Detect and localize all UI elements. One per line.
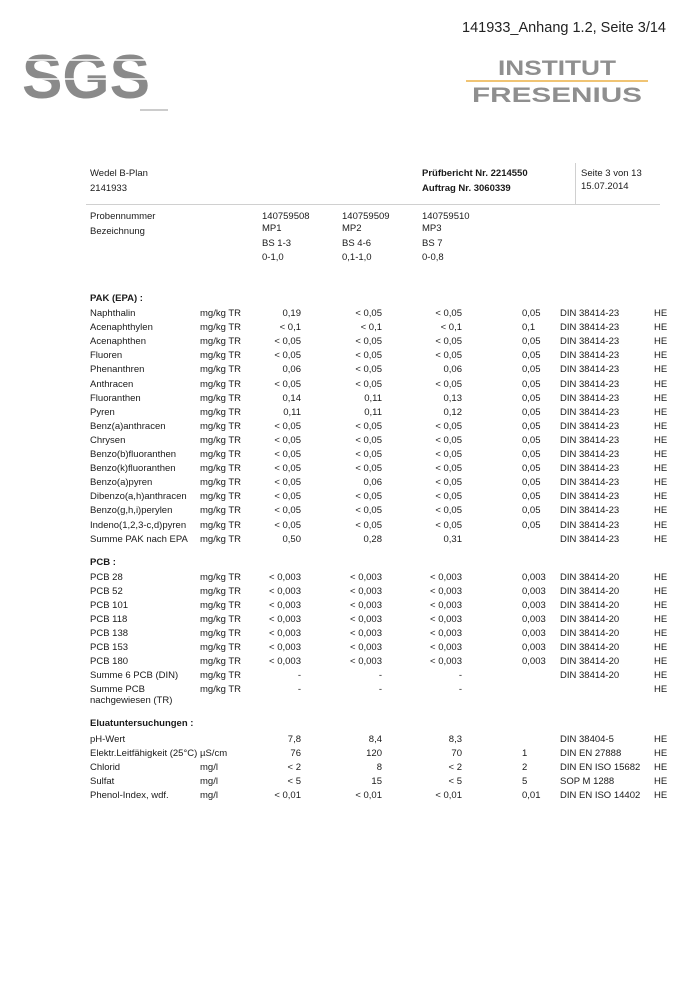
cell-mp1-value: 7,8 [287, 734, 301, 745]
cell-parameter: PCB 52 [90, 586, 123, 597]
cell-unit: mg/kg TR [200, 586, 242, 597]
cell-mp3-value: < 0,05 [435, 378, 462, 390]
cell-mp2-value: 8,4 [368, 734, 382, 745]
cell-detection-limit: 0,05 [522, 392, 541, 404]
cell-mp3-value: < 5 [448, 776, 462, 787]
cell-mp3-value: < 0,05 [435, 350, 462, 362]
cell-lab: HE [654, 378, 668, 390]
cell-mp2-value: < 0,003 [350, 614, 382, 625]
cell-lab: HE [654, 505, 668, 517]
cell-method: DIN 38414-23 [560, 392, 620, 404]
cell-method: DIN 38414-20 [560, 586, 620, 597]
cell-lab: HE [654, 600, 668, 611]
cell-mp1-value: < 0,1 [279, 322, 301, 334]
cell-parameter: PCB 138 [90, 628, 129, 639]
cell-mp1-value: < 0,05 [274, 505, 301, 517]
cell-mp3-value: - [458, 684, 462, 695]
cell-detection-limit: 0,003 [522, 586, 546, 597]
cell-mp1-value: < 0,003 [269, 656, 301, 667]
cell-parameter: Benzo(b)fluoranthen [90, 449, 177, 460]
cell-mp2-value: 120 [366, 748, 382, 759]
document-reference: 141933_Anhang 1.2, Seite 3/14 [462, 20, 666, 36]
cell-mp3-value: < 2 [448, 762, 462, 773]
cell-unit: mg/kg TR [200, 656, 242, 667]
institut-text: INSTITUT [498, 57, 617, 80]
cell-lab: HE [654, 748, 668, 759]
cell-mp2-value: 0,11 [364, 406, 382, 418]
cell-parameter: Fluoren [90, 350, 123, 362]
cell-lab: HE [654, 684, 668, 695]
cell-mp3-value: < 0,003 [430, 614, 462, 625]
cell-mp3-value: < 0,01 [435, 790, 462, 801]
sample-3-number: 140759510 [422, 211, 470, 222]
section-title: PCB : [90, 557, 116, 568]
cell-mp2-value: < 0,05 [355, 420, 382, 432]
cell-mp2-value: < 0,05 [355, 378, 382, 390]
cell-method: DIN 38414-23 [560, 350, 620, 362]
cell-mp3-value: 0,12 [443, 406, 462, 418]
cell-mp1-value: < 0,05 [274, 420, 301, 432]
cell-detection-limit: 0,05 [522, 491, 541, 503]
cell-detection-limit: 1 [522, 748, 528, 759]
cell-mp3-value: 0,31 [443, 533, 462, 545]
cell-unit: mg/kg TR [200, 600, 242, 611]
cell-detection-limit: 2 [522, 762, 528, 773]
institut-fresenius-logo [462, 55, 652, 105]
cell-method: DIN 38414-23 [560, 378, 620, 390]
cell-lab: HE [654, 491, 668, 503]
section-title: PAK (EPA) : [90, 293, 143, 304]
cell-method: DIN 38414-20 [560, 656, 620, 667]
cell-detection-limit: 0,003 [522, 656, 546, 667]
cell-mp2-value: < 0,003 [350, 572, 382, 583]
cell-mp2-value: 0,28 [363, 533, 382, 545]
cell-mp1-value: < 0,05 [274, 378, 301, 390]
report-date: 15.07.2014 [581, 181, 629, 192]
cell-lab: HE [654, 322, 668, 334]
sample-number-label: Probennummer [90, 211, 156, 222]
cell-parameter: Benzo(a)pyren [90, 477, 153, 489]
cell-unit: mg/kg TR [200, 420, 242, 432]
cell-mp1-value: < 0,05 [274, 350, 301, 362]
cell-method: DIN EN 27888 [560, 748, 622, 759]
cell-mp2-value: < 0,05 [355, 364, 382, 376]
cell-lab: HE [654, 336, 668, 348]
cell-mp1-value: < 0,05 [274, 477, 301, 489]
cell-mp2-value: < 0,003 [350, 586, 382, 597]
cell-mp1-value: < 0,003 [269, 572, 301, 583]
cell-unit: µS/cm [200, 748, 228, 759]
cell-mp1-value: < 0,05 [274, 491, 301, 503]
cell-mp2-value: < 0,003 [350, 656, 382, 667]
cell-mp2-value: < 0,003 [350, 642, 382, 653]
cell-mp1-value: < 0,05 [274, 449, 301, 460]
header-vertical-divider [575, 163, 576, 205]
cell-detection-limit: 0,05 [522, 420, 541, 432]
cell-mp1-value: 0,06 [282, 364, 301, 376]
cell-parameter: Phenol-Index, wdf. [90, 790, 169, 801]
cell-detection-limit: 0,003 [522, 642, 546, 653]
cell-lab: HE [654, 628, 668, 639]
cell-mp3-value: 70 [451, 748, 462, 759]
cell-unit: mg/kg TR [200, 364, 242, 376]
cell-method: DIN 38414-23 [560, 406, 620, 418]
cell-mp2-value: < 0,05 [355, 350, 382, 362]
cell-lab: HE [654, 762, 668, 773]
cell-unit: mg/kg TR [200, 350, 242, 362]
cell-mp2-value: < 0,1 [360, 322, 382, 334]
cell-lab: HE [654, 350, 668, 362]
cell-mp2-value: < 0,01 [355, 790, 382, 801]
cell-lab: HE [654, 656, 668, 667]
cell-lab: HE [654, 586, 668, 597]
cell-detection-limit: 0,05 [522, 449, 541, 460]
cell-parameter: Benzo(g,h,i)perylen [90, 505, 173, 517]
cell-unit: mg/kg TR [200, 406, 242, 418]
cell-unit: mg/l [200, 776, 218, 787]
cell-method: DIN 38404-5 [560, 734, 614, 745]
cell-parameter: Acenaphthylen [90, 322, 153, 334]
cell-parameter: Summe PAK nach EPA [90, 533, 188, 545]
cell-mp3-value: < 0,05 [435, 449, 462, 460]
cell-parameter: PCB 28 [90, 572, 123, 583]
cell-detection-limit: 0,05 [522, 477, 541, 489]
cell-lab: HE [654, 533, 668, 545]
cell-parameter: Dibenzo(a,h)anthracen [90, 491, 187, 503]
cell-parameter: Anthracen [90, 378, 134, 390]
cell-parameter: Summe PCB [90, 684, 145, 695]
cell-mp1-value: 0,14 [282, 392, 301, 404]
cell-detection-limit: 0,05 [522, 463, 541, 475]
sample-1-depth: 0-1,0 [262, 252, 284, 263]
cell-mp1-value: < 0,05 [274, 336, 301, 348]
sample-1-name: MP1 [262, 223, 282, 234]
cell-lab: HE [654, 776, 668, 787]
cell-method: DIN 38414-23 [560, 477, 620, 489]
cell-unit: mg/kg TR [200, 322, 242, 334]
cell-detection-limit: 0,003 [522, 614, 546, 625]
cell-mp1-value: < 5 [287, 776, 301, 787]
cell-detection-limit: 0,003 [522, 628, 546, 639]
cell-mp3-value: 8,3 [448, 734, 462, 745]
cell-method: DIN 38414-23 [560, 491, 620, 503]
cell-lab: HE [654, 614, 668, 625]
cell-mp3-value: < 0,05 [435, 308, 462, 319]
cell-method: DIN 38414-23 [560, 322, 620, 334]
cell-mp1-value: - [297, 670, 301, 681]
cell-parameter: Benz(a)anthracen [90, 420, 166, 432]
cell-mp3-value: < 0,003 [430, 600, 462, 611]
cell-method: DIN 38414-20 [560, 600, 620, 611]
cell-mp3-value: < 0,05 [435, 505, 462, 517]
cell-method: SOP M 1288 [560, 776, 615, 787]
cell-detection-limit: 0,003 [522, 600, 546, 611]
cell-mp1-value: < 0,003 [269, 614, 301, 625]
sample-2-location: BS 4-6 [342, 238, 372, 249]
cell-mp3-value: < 0,003 [430, 642, 462, 653]
cell-method: DIN 38414-20 [560, 642, 620, 653]
cell-detection-limit: 0,05 [522, 364, 541, 376]
cell-lab: HE [654, 734, 668, 745]
cell-lab: HE [654, 572, 668, 583]
cell-parameter: PCB 180 [90, 656, 129, 667]
cell-unit: mg/kg TR [200, 491, 242, 503]
sample-2-number: 140759509 [342, 211, 390, 222]
cell-mp1-value: < 0,003 [269, 642, 301, 653]
fresenius-text: FRESENIUS [472, 84, 642, 105]
cell-mp2-value: - [378, 670, 382, 681]
cell-mp1-value: 76 [290, 748, 301, 759]
cell-parameter: Indeno(1,2,3-c,d)pyren [90, 519, 187, 531]
cell-mp2-value: 15 [371, 776, 382, 787]
report-number: Prüfbericht Nr. 2214550 [422, 168, 528, 179]
cell-mp3-value: < 0,05 [435, 477, 462, 489]
sample-3-location: BS 7 [422, 238, 443, 249]
cell-parameter: PCB 118 [90, 614, 128, 625]
cell-unit: mg/kg TR [200, 378, 242, 390]
cell-mp3-value: < 0,05 [435, 519, 462, 531]
cell-mp1-value: < 0,003 [269, 628, 301, 639]
cell-mp2-value: < 0,05 [355, 505, 382, 517]
cell-unit: mg/l [200, 762, 218, 773]
cell-unit: mg/kg TR [200, 505, 242, 517]
cell-mp2-value: < 0,05 [355, 491, 382, 503]
sample-designation-label: Bezeichnung [90, 226, 145, 237]
cell-mp2-value: < 0,05 [355, 463, 382, 475]
cell-mp1-value: < 2 [287, 762, 301, 773]
cell-mp2-value: < 0,05 [355, 336, 382, 348]
cell-parameter: PCB 153 [90, 642, 129, 653]
cell-detection-limit: 0,05 [522, 308, 541, 319]
sample-3-name: MP3 [422, 223, 442, 234]
cell-mp1-value: < 0,003 [269, 586, 301, 597]
cell-unit: mg/kg TR [200, 614, 242, 625]
sgs-logo [20, 40, 170, 112]
cell-mp1-value: < 0,05 [274, 519, 301, 531]
cell-mp2-value: - [378, 684, 382, 695]
cell-mp2-value: 0,06 [363, 477, 382, 489]
cell-mp3-value: 0,13 [443, 392, 462, 404]
cell-detection-limit: 0,05 [522, 434, 541, 446]
cell-lab: HE [654, 308, 668, 319]
cell-detection-limit: 0,05 [522, 505, 541, 517]
cell-parameter: Elektr.Leitfähigkeit (25°C) [90, 748, 198, 759]
cell-parameter: Chrysen [90, 434, 126, 446]
cell-unit: mg/kg TR [200, 434, 242, 446]
cell-detection-limit: 0,05 [522, 406, 541, 418]
project-number: 2141933 [90, 183, 127, 194]
cell-method: DIN 38414-23 [560, 449, 620, 460]
cell-lab: HE [654, 477, 668, 489]
cell-unit: mg/kg TR [200, 670, 242, 681]
cell-detection-limit: 0,003 [522, 572, 546, 583]
cell-parameter: Benzo(k)fluoranthen [90, 463, 176, 475]
cell-method: DIN 38414-23 [560, 336, 620, 348]
cell-mp3-value: < 0,05 [435, 434, 462, 446]
cell-mp1-value: 0,50 [282, 533, 301, 545]
cell-mp2-value: < 0,05 [355, 434, 382, 446]
cell-unit: mg/kg TR [200, 477, 242, 489]
cell-lab: HE [654, 420, 668, 432]
cell-unit: mg/kg TR [200, 519, 242, 531]
cell-method: DIN 38414-20 [560, 628, 620, 639]
cell-mp3-value: < 0,05 [435, 463, 462, 475]
cell-unit: mg/kg TR [200, 642, 242, 653]
header-divider [86, 204, 660, 205]
cell-parameter: Fluoranthen [90, 392, 141, 404]
cell-method: DIN EN ISO 14402 [560, 790, 641, 801]
cell-parameter: PCB 101 [90, 600, 129, 611]
sgs-logo-text: SGS [22, 43, 150, 112]
cell-unit: mg/kg TR [200, 572, 242, 583]
cell-unit: mg/kg TR [200, 336, 242, 348]
cell-mp1-value: < 0,01 [274, 790, 301, 801]
cell-mp3-value: < 0,05 [435, 336, 462, 348]
cell-mp3-value: < 0,05 [435, 420, 462, 432]
cell-parameter: Naphthalin [90, 308, 136, 319]
cell-method: DIN 38414-20 [560, 614, 620, 625]
sample-1-number: 140759508 [262, 211, 310, 222]
cell-method: DIN 38414-23 [560, 420, 620, 432]
cell-parameter: pH-Wert [90, 734, 126, 745]
sample-2-name: MP2 [342, 223, 362, 234]
cell-unit: mg/l [200, 790, 218, 801]
cell-mp2-value: < 0,05 [355, 519, 382, 531]
cell-method: DIN 38414-23 [560, 533, 620, 545]
order-number: Auftrag Nr. 3060339 [422, 183, 511, 194]
cell-mp2-value: < 0,05 [355, 449, 382, 460]
cell-unit: mg/kg TR [200, 533, 242, 545]
cell-mp1-value: - [297, 684, 301, 695]
project-name: Wedel B-Plan [90, 168, 148, 179]
sample-1-location: BS 1-3 [262, 238, 292, 249]
cell-unit: mg/kg TR [200, 308, 242, 319]
cell-mp3-value: < 0,05 [435, 491, 462, 503]
cell-mp3-value: < 0,003 [430, 628, 462, 639]
section-title: Eluatuntersuchungen : [90, 718, 194, 729]
cell-mp2-value: < 0,003 [350, 600, 382, 611]
cell-unit: mg/kg TR [200, 463, 242, 475]
cell-mp1-value: < 0,05 [274, 463, 301, 475]
cell-lab: HE [654, 434, 668, 446]
cell-parameter: Pyren [90, 406, 115, 418]
cell-mp1-value: < 0,05 [274, 434, 301, 446]
cell-parameter: Chlorid [90, 762, 121, 773]
cell-lab: HE [654, 642, 668, 653]
cell-lab: HE [654, 392, 668, 404]
cell-method: DIN 38414-23 [560, 434, 620, 446]
cell-mp3-value: < 0,003 [430, 656, 462, 667]
cell-detection-limit: 0,1 [522, 322, 536, 334]
cell-method: DIN 38414-20 [560, 572, 620, 583]
page-number: Seite 3 von 13 [581, 168, 642, 179]
sample-3-depth: 0-0,8 [422, 252, 444, 263]
cell-method: DIN 38414-23 [560, 463, 620, 475]
cell-parameter: Sulfat [90, 776, 115, 787]
cell-unit: mg/kg TR [200, 684, 242, 695]
cell-mp3-value: - [458, 670, 462, 681]
cell-parameter-continuation: nachgewiesen (TR) [90, 695, 173, 706]
cell-mp2-value: < 0,05 [355, 308, 382, 319]
cell-mp2-value: 8 [376, 762, 382, 773]
cell-parameter: Phenanthren [90, 364, 145, 376]
cell-method: DIN 38414-23 [560, 308, 620, 319]
cell-parameter: Summe 6 PCB (DIN) [90, 670, 179, 681]
sample-2-depth: 0,1-1,0 [342, 252, 372, 263]
cell-mp1-value: 0,19 [282, 308, 301, 319]
cell-mp3-value: < 0,003 [430, 586, 462, 597]
cell-unit: mg/kg TR [200, 449, 242, 460]
cell-method: DIN 38414-23 [560, 505, 620, 517]
cell-method: DIN 38414-23 [560, 364, 620, 376]
cell-detection-limit: 0,01 [522, 790, 541, 801]
cell-mp3-value: < 0,1 [440, 322, 462, 334]
cell-detection-limit: 0,05 [522, 336, 541, 348]
cell-mp2-value: 0,11 [364, 392, 382, 404]
cell-detection-limit: 5 [522, 776, 528, 787]
cell-method: DIN EN ISO 15682 [560, 762, 641, 773]
cell-method: DIN 38414-23 [560, 519, 620, 531]
cell-lab: HE [654, 519, 668, 531]
cell-mp3-value: 0,06 [443, 364, 462, 376]
cell-mp1-value: < 0,003 [269, 600, 301, 611]
cell-mp3-value: < 0,003 [430, 572, 462, 583]
cell-mp2-value: < 0,003 [350, 628, 382, 639]
cell-unit: mg/kg TR [200, 628, 242, 639]
cell-lab: HE [654, 790, 668, 801]
cell-detection-limit: 0,05 [522, 350, 541, 362]
cell-lab: HE [654, 449, 668, 460]
cell-detection-limit: 0,05 [522, 378, 541, 390]
cell-mp1-value: 0,11 [283, 406, 301, 418]
cell-unit: mg/kg TR [200, 392, 242, 404]
cell-lab: HE [654, 670, 668, 681]
cell-lab: HE [654, 364, 668, 376]
cell-method: DIN 38414-20 [560, 670, 620, 681]
cell-lab: HE [654, 463, 668, 475]
cell-parameter: Acenaphthen [90, 336, 146, 348]
cell-detection-limit: 0,05 [522, 519, 541, 531]
cell-lab: HE [654, 406, 668, 418]
